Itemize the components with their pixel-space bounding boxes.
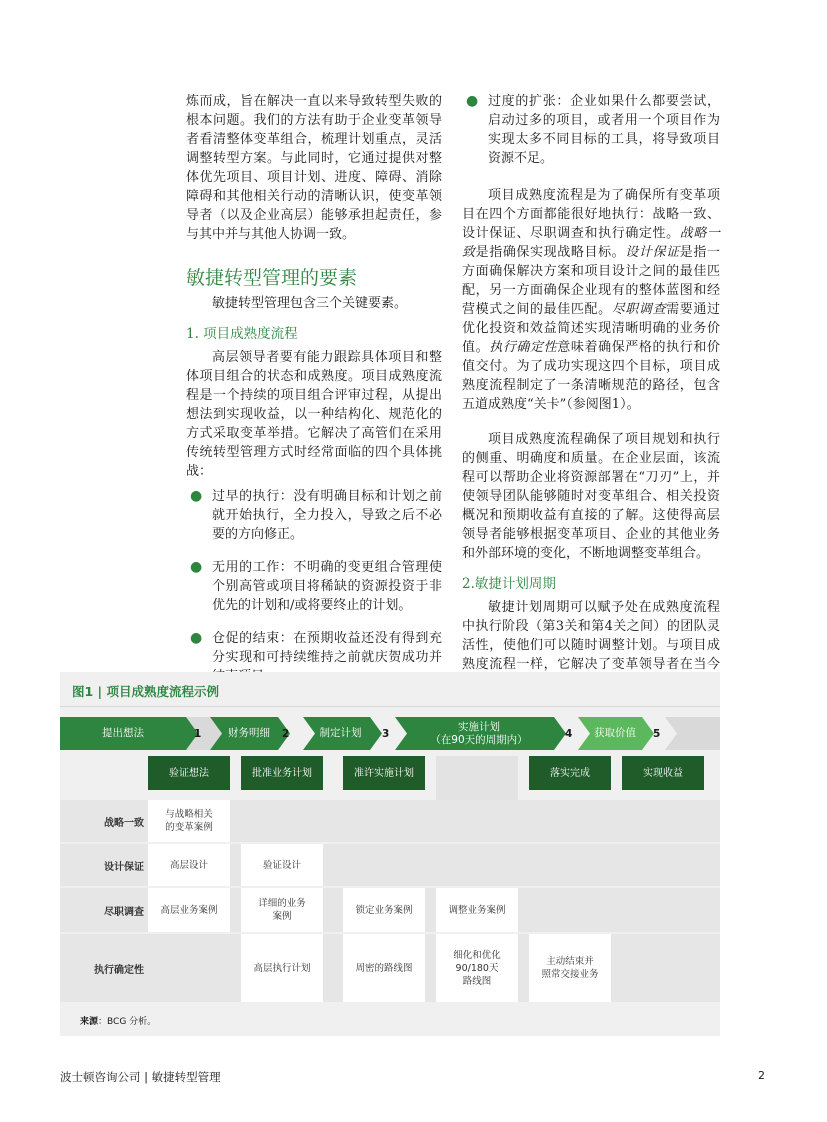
bullet-icon: ● <box>190 559 203 575</box>
gate-number-2: 2 <box>282 727 290 740</box>
gate-number-5: 5 <box>653 727 661 740</box>
row-label-design: 设计保证 <box>104 861 144 873</box>
cell-adjust-case: 调整业务案例 <box>436 888 518 932</box>
agile-paragraph: 敏捷计划周期可以赋予处在成熟度流程中执行阶段（第3关和第4关之间）的团队灵活性，使他们可以随时调整计划。与项目成熟度流程一样，它解决了变革领导者在当今 <box>462 600 720 672</box>
right-column <box>462 92 720 693</box>
cell-handover: 主动结束并 照常交接业务 <box>529 934 611 1002</box>
stage-label-finance: 财务明细 <box>228 727 270 739</box>
gate-box-empty <box>436 756 518 800</box>
figure-maturity-process <box>60 672 720 1036</box>
figure-divider <box>60 706 720 707</box>
subheading-agile-cycle: 2.敏捷计划周期 <box>462 576 556 592</box>
enterprise-paragraph: 项目成熟度流程确保了项目规划和执行的侧重、明确度和质量。在企业层面，该流程可以帮助企业将资源部署在“刀刃”上，并使领导团队能够随时对变革组合、相关投资概况和预期收益有直接的了解。这使得高层领导者能够根据变革项目、企业的其他业务和外部环境的变化，不断地调整变革组合。 <box>462 432 720 561</box>
cell-high-level-case: 高层业务案例 <box>148 888 230 932</box>
stage-arrow-end <box>665 717 720 750</box>
row-label-strategy: 战略一致 <box>104 817 144 829</box>
cell-detailed-case: 详细的业务 案例 <box>241 888 323 932</box>
figure-title: 图1 | 项目成熟度流程示例 <box>72 684 219 699</box>
cell-strategy-case: 与战略相关 的变革案例 <box>148 800 230 842</box>
gate-number-1: 1 <box>194 727 202 740</box>
list-item: ● 仓促的结束：在预期收益还没有得到充分实现和可持续维持之前就庆贺成功并 <box>190 630 442 665</box>
cell-validate-design: 验证设计 <box>241 844 323 886</box>
gate-box-permit-implement: 准许实施计划 <box>343 756 425 790</box>
challenge-list <box>186 487 442 686</box>
row-label-diligence: 尽职调查 <box>104 906 144 918</box>
bullet-icon: ● <box>466 93 479 109</box>
cell-refine-roadmap: 细化和优化 90/180天 路线图 <box>436 934 518 1002</box>
stage-label-idea: 提出想法 <box>102 727 144 739</box>
stage-label-plan: 制定计划 <box>319 727 362 739</box>
page-number: 2 <box>758 1069 765 1082</box>
list-item: ● 过度的扩张：企业如果什么都要尝试，启动过多的项目，或者用一个项目作为实现太多不同目标的工具，将导致项目资源不足。 <box>466 93 720 166</box>
bullet-icon: ● <box>190 488 203 504</box>
maturity-paragraph: 高层领导者要有能力跟踪具体项目和整体项目组合的状态和成熟度。项目成熟度流程是一个持续的项目组合评审过程，从提出想法到实现收益，以一种结构化、规范化的方式采取变革举措。它解决了高管们在采用传统转型管理方式时经常面临的四个具体挑战： <box>186 350 442 479</box>
intro-paragraph: 炼而成，旨在解决一直以来导致转型失败的根本问题。我们的方法有助于企业变革领导者看清整体变革组合，梳理计划重点，灵活调整转型方案。与此同时，它通过提供对整体优先项目、项目计划、进度、障碍、消除障碍和其他相关行动的清晰认识，使变革领导者（以及企业高层）能够承担起责任，参与其中并与其他人协调一致。 <box>186 94 442 242</box>
cell-detailed-roadmap: 周密的路线图 <box>343 934 425 1002</box>
stage-label-implement: 实施计划 （在90天的周期内） <box>430 720 528 746</box>
list-item: ● 过早的执行：没有明确目标和计划之前就开始执行，全力投入，导致之后不必要的方向修正。 <box>190 488 442 542</box>
row-label-execution: 执行确定性 <box>94 964 144 976</box>
challenge-list-continued <box>462 92 720 168</box>
four-dimensions-paragraph: 项目成熟度流程是为了确保所有变革项目在四个方面都能很好地执行：战略一致、设计保证、尽职调查和执行确定性。战略一致是指确保实现战略目标。设计保证是指一方面确保解决方案和项目设计之间的最佳匹配，另一方面确保企业现有的整体蓝图和经营模式之间的最佳匹配。尽职调查需要通过优化投资和效益简述实现清晰明确的业务价值。执行确定性意味着确保严格的执行和价值交付。为了成功实现这四个目标，项目成熟度流程制定了一条清晰规范的路径，包含五道成熟度“关卡”（参阅图1）。 <box>462 188 720 412</box>
footer-publisher: 波士顿咨询公司 | 敏捷转型管理 <box>60 1070 221 1084</box>
gate-number-4: 4 <box>565 727 573 740</box>
gate-number-3: 3 <box>382 727 390 740</box>
figure-source: 来源：BCG 分析。 <box>80 1017 157 1027</box>
gate-box-complete: 落实完成 <box>529 756 611 790</box>
subheading-maturity-process: 1. 项目成熟度流程 <box>186 326 298 342</box>
gate-box-benefits: 实现收益 <box>622 756 704 790</box>
cell-high-level-exec-plan: 高层执行计划 <box>241 934 323 1002</box>
gate-box-validate-idea: 验证想法 <box>148 756 230 790</box>
process-arrow-bar <box>60 717 720 750</box>
gate-box-approve-plan: 批准业务计划 <box>241 756 323 790</box>
left-column <box>186 92 442 700</box>
section-heading: 敏捷转型管理的要素 <box>186 267 358 289</box>
list-item: ● 无用的工作：不明确的变更组合管理使个别高管或项目将稀缺的资源投资于非优先的计划和/或将要终止的计划。 <box>190 559 442 613</box>
stage-label-value: 获取价值 <box>594 727 636 739</box>
bullet-icon: ● <box>190 630 203 646</box>
cell-high-level-design: 高层设计 <box>148 844 230 886</box>
cell-lock-case: 锁定业务案例 <box>343 888 425 932</box>
lead-paragraph: 敏捷转型管理包含三个关键要素。 <box>212 296 408 311</box>
